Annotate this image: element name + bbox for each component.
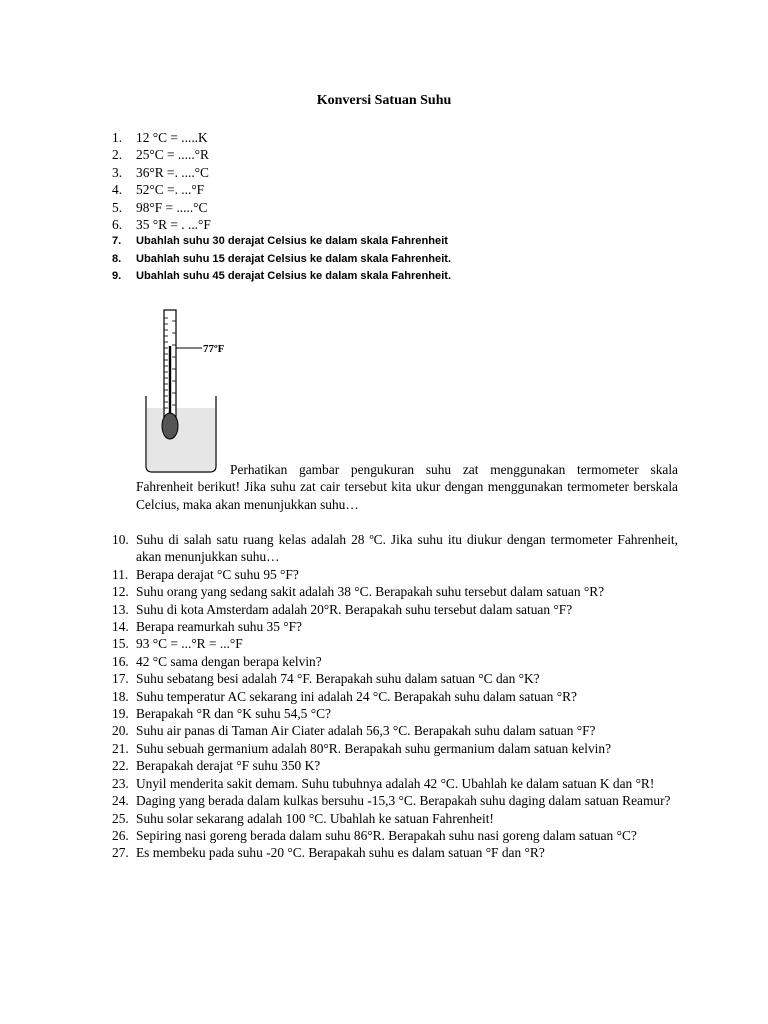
list-item	[112, 705, 678, 722]
item-number: 6.	[112, 217, 123, 233]
list-item	[112, 199, 678, 216]
item-text: 42 °C sama dengan berapa kelvin?	[136, 653, 322, 669]
item-text: Suhu sebatang besi adalah 74 °F. Berapakah suhu dalam satuan °C dan °K?	[136, 671, 540, 687]
item-text: 12 °C = .....K	[136, 130, 208, 145]
item-text: Es membeku pada suhu -20 °C. Berapakah suhu es dalam satuan °F dan °R?	[136, 845, 545, 861]
item-number: 25.	[112, 810, 129, 826]
list-item	[112, 601, 678, 618]
item-text: Sepiring nasi goreng berada dalam suhu 86°R. Berapakah suhu nasi goreng dalam satuan °C?	[136, 827, 637, 843]
list-item	[112, 583, 678, 600]
item-number: 21.	[112, 740, 129, 756]
item-text: Suhu sebuah germanium adalah 80°R. Berapakah suhu germanium dalam satuan kelvin?	[136, 740, 612, 756]
item-text: 35 °R = . ...°F	[136, 217, 211, 233]
item-text: Berapakah °R dan °K suhu 54,5 °C?	[136, 706, 331, 722]
page-title: Konversi Satuan Suhu	[316, 93, 452, 108]
item-text: Suhu solar sekarang adalah 100 °C. Ubahlah ke satuan Fahrenheit!	[136, 810, 494, 826]
item-number: 2.	[112, 147, 123, 163]
item-text: Unyil menderita sakit demam. Suhu tubuhnya adalah 42 °C. Ubahlah ke dalam satuan K dan °R!	[136, 775, 655, 791]
item-text: Ubahlah suhu 30 derajat Celsius ke dalam skala Fahrenheit	[136, 235, 448, 248]
list-item	[112, 216, 678, 233]
list-item	[112, 792, 678, 809]
list-item	[112, 688, 678, 705]
item-number: 4.	[112, 182, 123, 198]
item-text: Suhu di kota Amsterdam adalah 20°R. Berapakah suhu tersebut dalam satuan °F?	[136, 601, 573, 617]
question-list-part1	[112, 129, 678, 286]
item-number: 27.	[112, 845, 129, 861]
item-text: Suhu orang yang sedang sakit adalah 38 °C. Berapakah suhu tersebut dalam satuan °R?	[136, 584, 605, 600]
item-number: 5.	[112, 199, 123, 215]
item-number: 8.	[112, 252, 122, 265]
list-item	[112, 827, 678, 844]
item-text: 25°C = .....°R	[136, 147, 209, 163]
list-item	[112, 531, 678, 566]
item-text: 93 °C = ...°R = ...°F	[136, 636, 243, 652]
item-text: Berapa reamurkah suhu 35 °F?	[136, 619, 302, 635]
item-text: 52°C =. ...°F	[136, 182, 205, 198]
item-number: 12.	[112, 584, 129, 600]
item-number: 18.	[112, 688, 129, 704]
list-item	[112, 618, 678, 635]
list-item	[112, 268, 678, 285]
list-item	[112, 670, 678, 687]
list-item	[112, 740, 678, 757]
thermometer-bulb	[162, 413, 178, 439]
item-number: 3.	[112, 164, 123, 180]
item-text: Suhu air panas di Taman Air Ciater adalah 56,3 °C. Berapakah suhu dalam satuan °F?	[136, 723, 596, 739]
item-number: 16.	[112, 653, 129, 669]
item-number: 23.	[112, 775, 129, 791]
item-number: 14.	[112, 619, 129, 635]
item-text: 36°R =. ....°C	[136, 164, 209, 180]
list-item	[112, 844, 678, 861]
item-text: Berapa derajat °C suhu 95 °F?	[136, 566, 299, 582]
item-text: Ubahlah suhu 45 derajat Celsius ke dalam skala Fahrenheit.	[136, 270, 452, 283]
list-item	[112, 233, 678, 250]
item-text: Suhu di salah satu ruang kelas adalah 28 ºC. Jika suhu itu diukur dengan termometer Fahrenheit, akan menunjukkan suhu…	[136, 532, 678, 565]
list-item	[112, 129, 678, 146]
list-item	[112, 810, 678, 827]
item-text: Berapakah derajat °F suhu 350 K?	[136, 758, 321, 774]
item-number: 19.	[112, 706, 129, 722]
item-number: 17.	[112, 671, 129, 687]
list-item	[112, 566, 678, 583]
list-item	[112, 251, 678, 268]
reading-label: 77ºF	[203, 343, 225, 355]
item-text: Suhu temperatur AC sekarang ini adalah 24 °C. Berapakah suhu dalam satuan °R?	[136, 688, 577, 704]
item-number: 26.	[112, 827, 129, 843]
item-number: 9.	[112, 270, 122, 283]
item-text: 98°F = .....°C	[136, 199, 208, 215]
item-number: 11.	[112, 566, 129, 582]
item-number: 15.	[112, 636, 129, 652]
item-number: 24.	[112, 793, 129, 809]
item-text: Daging yang berada dalam kulkas bersuhu -15,3 °C. Berapakah suhu daging dalam satuan Reamur?	[136, 793, 671, 809]
list-item	[112, 181, 678, 198]
list-item	[112, 757, 678, 774]
list-item	[112, 722, 678, 739]
item-text: Ubahlah suhu 15 derajat Celsius ke dalam skala Fahrenheit.	[136, 252, 452, 265]
item-number: 20.	[112, 723, 129, 739]
list-item	[112, 653, 678, 670]
thermometer-figure	[140, 306, 260, 476]
list-item	[112, 775, 678, 792]
list-item	[112, 164, 678, 181]
figure-question-paragraph: Perhatikan gambar pengukuran suhu zat menggunakan termometer skala Fahrenheit berikut! Jika suhu zat cair tersebut kita ukur dengan menggunakan termometer berskala Celcius, maka akan menunjukkan suhu…	[136, 462, 678, 512]
question-list-part2	[112, 531, 678, 862]
item-number: 7.	[112, 235, 122, 248]
item-number: 10.	[112, 532, 129, 547]
item-number: 13.	[112, 601, 129, 617]
item-number: 1.	[112, 130, 123, 145]
list-item	[112, 635, 678, 652]
item-number: 22.	[112, 758, 129, 774]
list-item	[112, 146, 678, 163]
